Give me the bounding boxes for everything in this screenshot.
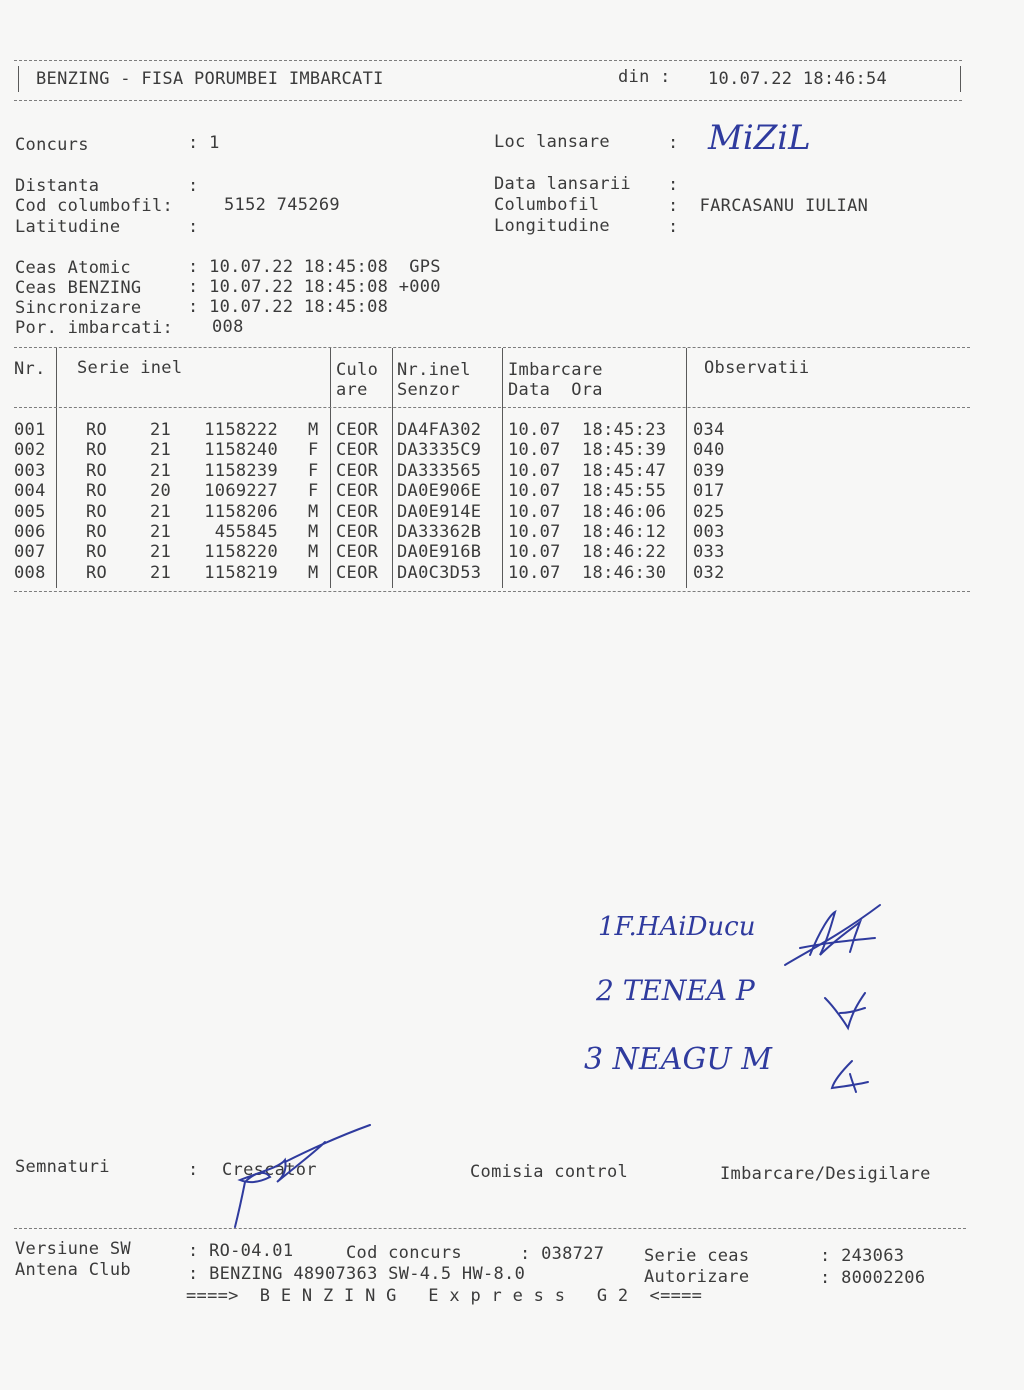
row-date: 10.07 [508,522,561,542]
row-country: RO [86,460,108,481]
row-sensor: DA0E906E [397,481,482,502]
row-ring-number: 1158239 [204,460,278,481]
row-number: 006 [14,522,46,542]
table-bottom-rule [14,591,970,592]
row-country: RO [86,562,108,583]
row-year: 21 [150,420,172,440]
print-date-value: 10.07.22 18:46:54 [708,69,888,89]
row-sex: M [308,420,319,440]
row-date: 10.07 [508,542,561,563]
row-ring-number: 1158240 [204,440,278,461]
row-sensor: DA333565 [397,460,482,481]
distanta-label: Distanta [15,176,100,196]
table-sep-observatii [686,348,687,588]
row-color: CEOR [336,501,379,522]
row-observation: 025 [693,501,725,522]
row-date: 10.07 [508,420,561,440]
row-color: CEOR [336,460,379,481]
row-observation: 033 [693,542,725,563]
longitudine-label: Longitudine [494,216,610,236]
concurs-value: : 1 [188,133,220,153]
versiune-sw-label: Versiune SW [15,1239,131,1259]
row-country: RO [86,522,108,542]
row-year: 21 [150,440,172,461]
crescator-signature [225,1122,375,1232]
col-header-serie-inel: Serie inel [77,358,183,378]
row-sensor: DA3335C9 [397,440,482,461]
cod-columbofil-value: 5152 745269 [224,195,340,215]
antena-club-value: : BENZING 48907363 SW-4.5 HW-8.0 [188,1264,526,1284]
row-ring-number: 1158220 [204,542,278,563]
benzing-express-banner: ====> B E N Z I N G E x p r e s s G 2 <==== [186,1286,703,1306]
row-sensor: DA4FA302 [397,420,482,440]
latitudine-value: : [188,217,199,237]
columbofil-label: Columbofil [494,195,600,215]
col-header-senzor: Senzor [397,380,461,400]
col-header-observatii: Observatii [704,358,810,378]
handwritten-note-3: 3 NEAGU M [584,1042,772,1077]
autorizare-label: Autorizare [644,1267,750,1287]
row-color: CEOR [336,440,379,461]
header-left-bar [18,66,19,92]
row-country: RO [86,501,108,522]
serie-ceas-label: Serie ceas [644,1246,750,1266]
row-date: 10.07 [508,501,561,522]
ceas-benzing-value: : 10.07.22 18:45:08 +000 [188,277,441,297]
row-country: RO [86,420,108,440]
ceas-atomic-value: : 10.07.22 18:45:08 GPS [188,257,441,277]
data-lansarii-value: : [668,175,679,195]
serie-ceas-value: : 243063 [820,1246,905,1266]
row-observation: 003 [693,522,725,542]
row-sex: F [308,460,319,481]
row-time: 18:45:55 [582,481,667,502]
row-year: 21 [150,501,172,522]
row-date: 10.07 [508,440,561,461]
loc-lansare-label: Loc lansare [494,132,610,152]
initials-signature-1 [780,900,890,970]
initials-signature-2 [820,988,870,1033]
cod-concurs-value: : 038727 [520,1244,605,1264]
row-date: 10.07 [508,460,561,481]
cod-concurs-label: Cod concurs [346,1243,462,1263]
antena-club-label: Antena Club [15,1260,131,1280]
row-country: RO [86,542,108,563]
row-ring-number: 1158206 [204,501,278,522]
col-header-imbarcare: Imbarcare [508,360,603,380]
row-ring-number: 1069227 [204,481,278,502]
row-ring-number: 455845 [214,522,278,542]
sincronizare-label: Sincronizare [15,298,142,318]
header-top-rule [14,60,962,61]
distanta-value: : [188,176,199,196]
row-number: 007 [14,542,46,563]
longitudine-value: : [668,217,679,237]
row-sensor: DA33362B [397,522,482,542]
row-time: 18:46:22 [582,542,667,563]
concurs-label: Concurs [15,135,89,155]
imbarcare-desigilare-label: Imbarcare/Desigilare [720,1164,931,1184]
row-year: 20 [150,481,172,502]
row-sex: M [308,522,319,542]
row-color: CEOR [336,522,379,542]
row-number: 005 [14,501,46,522]
row-ring-number: 1158219 [204,562,278,583]
header-right-bar [960,66,961,92]
versiune-sw-value: : RO-04.01 [188,1241,294,1261]
table-sep-imbarcare [502,348,503,588]
row-observation: 034 [693,420,725,440]
row-date: 10.07 [508,562,561,583]
cod-columbofil-label: Cod columbofil: [15,196,174,216]
ceas-atomic-label: Ceas Atomic [15,258,131,278]
crescator-label: Crescator [222,1160,317,1180]
porumbei-imbarcati-value: 008 [212,317,244,337]
semnaturi-colon: : [188,1160,199,1180]
row-color: CEOR [336,562,379,583]
row-time: 18:46:30 [582,562,667,583]
semnaturi-label: Semnaturi [15,1157,110,1177]
loc-lansare-handwritten: MiZiL [708,118,811,158]
row-observation: 040 [693,440,725,461]
row-ring-number: 1158222 [204,420,278,440]
columbofil-value: : FARCASANU IULIAN [668,196,869,216]
data-lansarii-label: Data lansarii [494,174,631,194]
row-year: 21 [150,542,172,563]
document-title: BENZING - FISA PORUMBEI IMBARCATI [36,69,384,89]
row-color: CEOR [336,420,379,440]
handwritten-note-2: 2 TENEA P [596,974,755,1007]
ceas-benzing-label: Ceas BENZING [15,278,142,298]
row-sensor: DA0E916B [397,542,482,563]
table-sep-senzor [392,348,393,588]
row-date: 10.07 [508,481,561,502]
print-date-label: din : [618,67,671,87]
table-top-rule [14,347,970,348]
row-color: CEOR [336,481,379,502]
latitudine-label: Latitudine [15,217,121,237]
porumbei-imbarcati-label: Por. imbarcati: [15,318,174,338]
row-year: 21 [150,562,172,583]
footer-rule [14,1228,966,1229]
row-number: 003 [14,460,46,481]
table-sep-nr [56,348,57,588]
row-time: 18:45:39 [582,440,667,461]
row-number: 004 [14,481,46,502]
row-country: RO [86,481,108,502]
row-time: 18:46:06 [582,501,667,522]
row-sex: M [308,501,319,522]
table-header-rule [14,407,970,408]
row-year: 21 [150,460,172,481]
row-sex: F [308,440,319,461]
row-time: 18:46:12 [582,522,667,542]
comisia-control-label: Comisia control [470,1162,629,1182]
handwritten-note-1: 1F.HAiDucu [598,912,756,942]
col-header-nr-inel: Nr.inel [397,360,471,380]
row-number: 008 [14,562,46,583]
row-observation: 039 [693,460,725,481]
autorizare-value: : 80002206 [820,1268,926,1288]
row-time: 18:45:23 [582,420,667,440]
row-color: CEOR [336,542,379,563]
col-header-data-ora: Data Ora [508,380,603,400]
row-country: RO [86,440,108,461]
row-number: 001 [14,420,46,440]
col-header-culoare-2: are [336,380,368,400]
row-number: 002 [14,440,46,461]
row-time: 18:45:47 [582,460,667,481]
col-header-culoare-1: Culo [336,360,379,380]
col-header-nr: Nr. [14,359,46,379]
loc-lansare-colon: : [668,133,679,153]
row-sex: M [308,562,319,583]
row-sensor: DA0E914E [397,501,482,522]
table-sep-culoare [330,348,331,588]
row-sex: F [308,481,319,502]
sincronizare-value: : 10.07.22 18:45:08 [188,297,389,317]
row-sex: M [308,542,319,563]
row-year: 21 [150,522,172,542]
header-bottom-rule [14,100,962,101]
initials-signature-3 [822,1056,872,1096]
row-sensor: DA0C3D53 [397,562,482,583]
row-observation: 032 [693,562,725,583]
row-observation: 017 [693,481,725,502]
